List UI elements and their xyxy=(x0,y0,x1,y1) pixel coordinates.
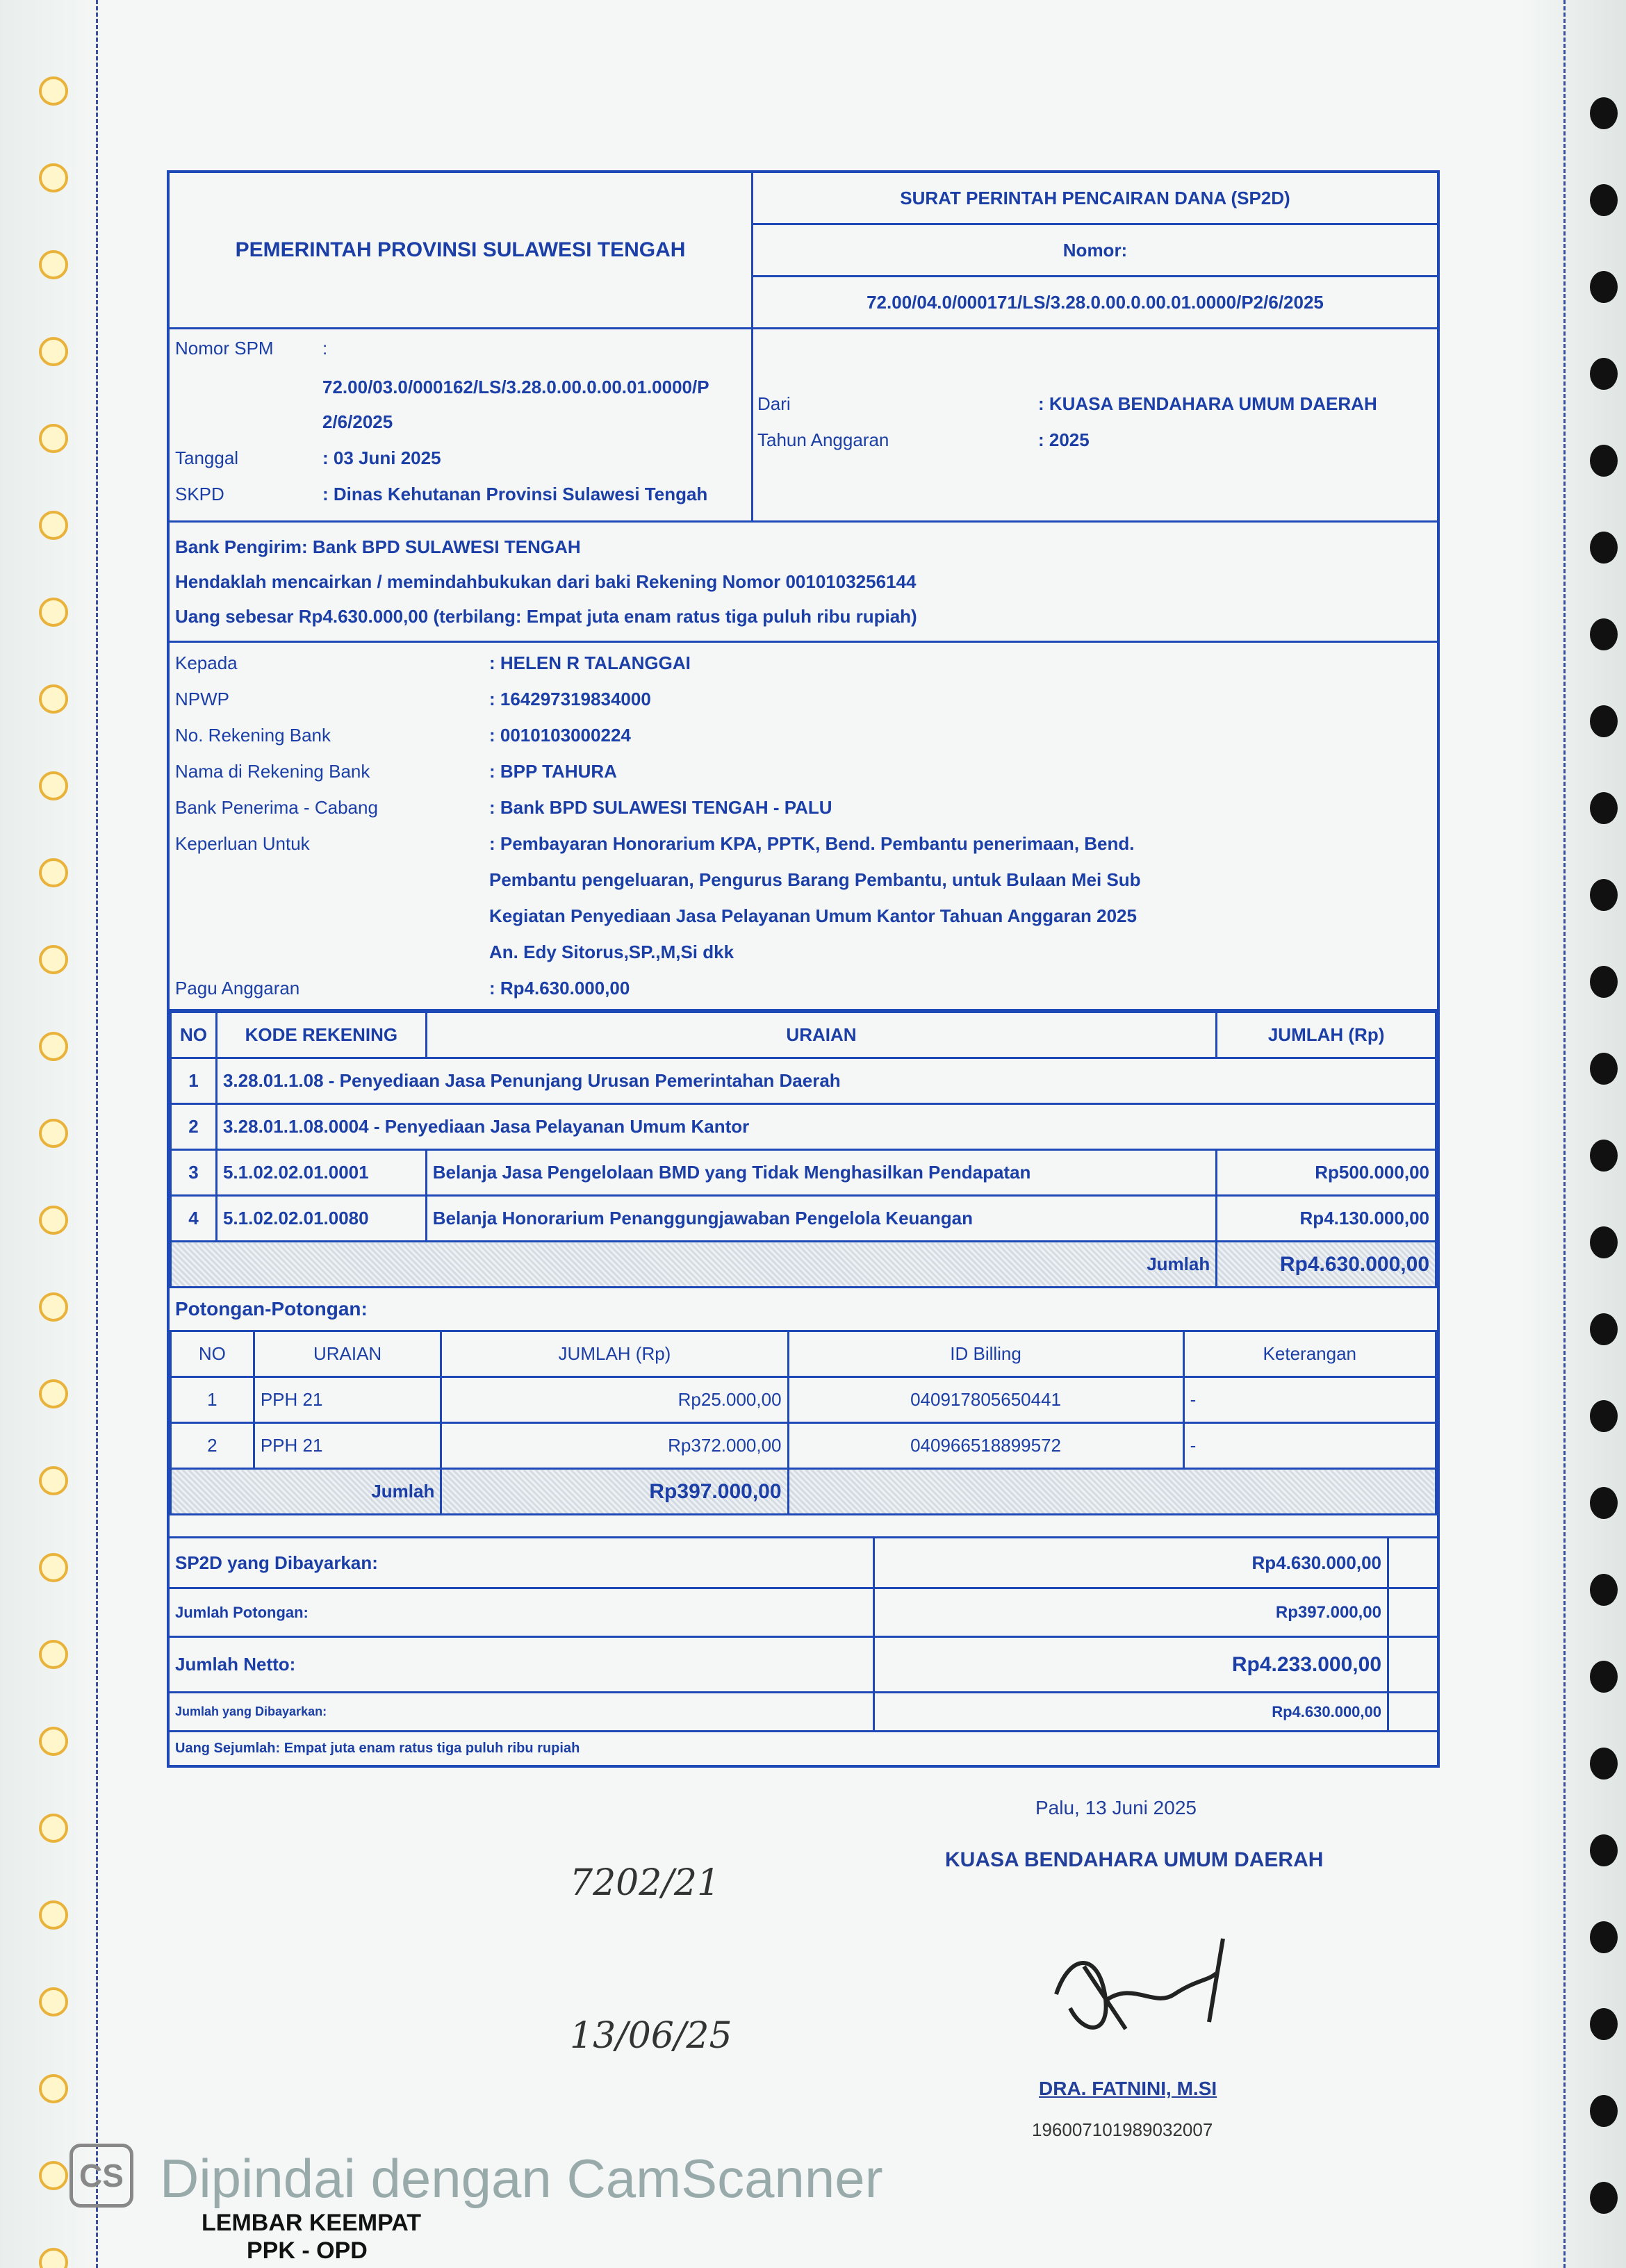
tractor-hole xyxy=(39,1032,68,1061)
rekening-value: : 0010103000224 xyxy=(489,725,631,746)
doc-number: 72.00/04.0/000171/LS/3.28.0.00.0.00.01.0000/P2/6/2025 xyxy=(867,291,1324,313)
rekening-label: No. Rekening Bank xyxy=(175,725,331,746)
tractor-hole xyxy=(39,163,68,192)
terbilang: Uang Sejumlah: Empat juta enam ratus tiga puluh ribu rupiah xyxy=(170,1730,1437,1765)
camscanner-logo-icon: CS xyxy=(69,2144,133,2208)
pagu-value: : Rp4.630.000,00 xyxy=(489,978,630,999)
tractor-hole xyxy=(1590,1313,1618,1345)
meta-section xyxy=(170,329,1437,523)
tractor-hole xyxy=(1590,1661,1618,1693)
tractor-hole xyxy=(1590,1226,1618,1258)
tanggal-value: : 03 Juni 2025 xyxy=(322,447,441,468)
right-perforation xyxy=(1563,0,1566,2268)
bank-sender: Bank Pengirim: Bank BPD SULAWESI TENGAH xyxy=(175,536,581,557)
row-no: 2 xyxy=(171,1104,217,1150)
doc-title: SURAT PERINTAH PENCAIRAN DANA (SP2D) xyxy=(753,173,1437,225)
form-header xyxy=(170,173,1437,329)
tractor-hole xyxy=(1590,1834,1618,1866)
sheet-label: LEMBAR KEEMPAT xyxy=(202,2210,422,2236)
potongan-sum-label: Jumlah Potongan: xyxy=(170,1589,875,1636)
tractor-hole xyxy=(39,1466,68,1495)
potongan-sum-value: Rp397.000,00 xyxy=(875,1589,1389,1636)
tractor-hole xyxy=(1590,705,1618,737)
col-keterangan: Keterangan xyxy=(1183,1331,1436,1377)
tractor-hole xyxy=(39,771,68,800)
tractor-hole xyxy=(1590,1748,1618,1780)
tractor-hole xyxy=(39,2074,68,2103)
tractor-hole xyxy=(1590,1140,1618,1172)
total-label: Jumlah xyxy=(171,1242,1217,1288)
col-jumlah: JUMLAH (Rp) xyxy=(441,1331,788,1377)
doc-title-block xyxy=(753,173,1437,327)
tractor-hole xyxy=(1590,1921,1618,1953)
pot-no: 2 xyxy=(171,1423,254,1469)
col-uraian: URAIAN xyxy=(426,1012,1216,1058)
row-uraian: Belanja Jasa Pengelolaan BMD yang Tidak Menghasilkan Pendapatan xyxy=(426,1150,1216,1196)
tractor-hole xyxy=(1590,532,1618,564)
signatory-nip: 196007101989032007 xyxy=(1032,2119,1213,2140)
rekening-header-row xyxy=(171,1012,1436,1058)
tractor-hole xyxy=(1590,966,1618,998)
nama-rekening-label: Nama di Rekening Bank xyxy=(175,761,370,782)
tractor-hole xyxy=(39,1814,68,1843)
tractor-hole xyxy=(39,424,68,453)
potongan-header-row xyxy=(171,1331,1436,1377)
netto-value: Rp4.233.000,00 xyxy=(875,1638,1389,1691)
government-name: PEMERINTAH PROVINSI SULAWESI TENGAH xyxy=(170,173,753,327)
tractor-hole xyxy=(39,945,68,974)
tractor-hole xyxy=(1590,1487,1618,1519)
keperluan-label: Keperluan Untuk xyxy=(175,833,310,854)
spacer xyxy=(170,1515,1437,1536)
pot-no: 1 xyxy=(171,1377,254,1423)
tractor-hole xyxy=(39,337,68,366)
table-row xyxy=(171,1104,1436,1150)
skpd-value: : Dinas Kehutanan Provinsi Sulawesi Tengah xyxy=(322,484,708,504)
dari-label: Dari xyxy=(757,393,791,414)
kepada-value: : HELEN R TALANGGAI xyxy=(489,652,691,673)
netto-label: Jumlah Netto: xyxy=(170,1638,875,1691)
tractor-hole xyxy=(39,1640,68,1669)
potongan-sum-empty xyxy=(1389,1589,1437,1636)
keperluan-value-4: An. Edy Sitorus,SP.,M,Si dkk xyxy=(489,942,734,962)
dibayarkan-value: Rp4.630.000,00 xyxy=(875,1693,1389,1730)
table-row xyxy=(171,1196,1436,1242)
tractor-hole xyxy=(39,2161,68,2190)
sp2d-row xyxy=(170,1538,1437,1587)
row-kode: 5.1.02.02.01.0001 xyxy=(216,1150,426,1196)
sp2d-value: Rp4.630.000,00 xyxy=(875,1538,1389,1587)
netto-empty xyxy=(1389,1638,1437,1691)
tractor-hole xyxy=(39,598,68,627)
pot-billing: 040966518899572 xyxy=(788,1423,1183,1469)
spm-info xyxy=(170,329,753,520)
spm-label: Nomor SPM xyxy=(175,338,274,359)
tractor-hole xyxy=(39,76,68,106)
tractor-hole xyxy=(1590,2182,1618,2214)
pot-uraian: PPH 21 xyxy=(254,1377,441,1423)
col-no: NO xyxy=(171,1012,217,1058)
bank-order: Hendaklah mencairkan / memindahbukukan dari baki Rekening Nomor 0010103256144 xyxy=(175,571,917,592)
bank-amount: Uang sebesar Rp4.630.000,00 (terbilang: Empat juta enam ratus tiga puluh ribu rupiah) xyxy=(175,606,917,627)
row-no: 4 xyxy=(171,1196,217,1242)
table-row xyxy=(171,1058,1436,1104)
row-uraian: Belanja Honorarium Penanggungjawaban Pengelola Keuangan xyxy=(426,1196,1216,1242)
pot-billing: 040917805650441 xyxy=(788,1377,1183,1423)
spm-value-1: 72.00/03.0/000162/LS/3.28.0.00.0.00.01.0000/P xyxy=(322,377,709,397)
pot-total-label: Jumlah xyxy=(171,1469,441,1515)
tractor-hole xyxy=(1590,184,1618,216)
tractor-hole xyxy=(39,1292,68,1322)
spm-value-2: 2/6/2025 xyxy=(322,411,393,432)
pot-keterangan: - xyxy=(1183,1377,1436,1423)
row-no: 1 xyxy=(171,1058,217,1104)
tractor-hole xyxy=(1590,1053,1618,1085)
col-no: NO xyxy=(171,1331,254,1377)
col-kode: KODE REKENING xyxy=(216,1012,426,1058)
table-row xyxy=(171,1377,1436,1423)
kepada-label: Kepada xyxy=(175,652,238,673)
place-date: Palu, 13 Juni 2025 xyxy=(1035,1797,1197,1818)
col-billing: ID Billing xyxy=(788,1331,1183,1377)
tractor-hole xyxy=(39,858,68,887)
nama-rekening-value: : BPP TAHURA xyxy=(489,761,617,782)
dibayarkan-row xyxy=(170,1691,1437,1730)
handwritten-note-2: 13/06/25 xyxy=(570,2015,732,2057)
pot-keterangan: - xyxy=(1183,1423,1436,1469)
dari-value: : KUASA BENDAHARA UMUM DAERAH xyxy=(1038,393,1377,414)
dibayarkan-label: Jumlah yang Dibayarkan: xyxy=(170,1693,875,1730)
tractor-hole xyxy=(1590,358,1618,390)
dibayarkan-empty xyxy=(1389,1693,1437,1730)
potongan-sum-row xyxy=(170,1587,1437,1636)
tractor-hole xyxy=(39,511,68,540)
pot-jumlah: Rp25.000,00 xyxy=(441,1377,788,1423)
tractor-hole xyxy=(1590,2008,1618,2040)
pot-total-value: Rp397.000,00 xyxy=(441,1469,788,1515)
tractor-hole xyxy=(1590,2095,1618,2127)
pot-uraian: PPH 21 xyxy=(254,1423,441,1469)
spm-colon: : xyxy=(322,338,328,359)
table-row xyxy=(171,1423,1436,1469)
tractor-hole xyxy=(39,250,68,279)
row-jumlah: Rp500.000,00 xyxy=(1217,1150,1436,1196)
pot-jumlah: Rp372.000,00 xyxy=(441,1423,788,1469)
dari-info xyxy=(753,329,1437,520)
potongan-title: Potongan-Potongan: xyxy=(175,1298,368,1320)
sp2d-label: SP2D yang Dibayarkan: xyxy=(170,1538,875,1587)
tanggal-label: Tanggal xyxy=(175,447,239,468)
tractor-hole xyxy=(39,1727,68,1756)
sp2d-form xyxy=(167,170,1440,1768)
tractor-hole xyxy=(39,1119,68,1148)
col-jumlah: JUMLAH (Rp) xyxy=(1217,1012,1436,1058)
handwritten-note-1: 7202/21 xyxy=(570,1862,721,1904)
keperluan-value-3: Kegiatan Penyediaan Jasa Pelayanan Umum Kantor Tahuan Anggaran 2025 xyxy=(489,905,1137,926)
sheet-recipient: PPK - OPD xyxy=(247,2237,368,2264)
signature-scribble-icon xyxy=(1042,1925,1251,2064)
signatory-title: KUASA BENDAHARA UMUM DAERAH xyxy=(945,1848,1324,1871)
tractor-hole xyxy=(39,1553,68,1582)
bank-penerima-label: Bank Penerima - Cabang xyxy=(175,797,378,818)
tahun-value: : 2025 xyxy=(1038,429,1090,450)
tractor-hole xyxy=(1590,445,1618,477)
keperluan-value-1: : Pembayaran Honorarium KPA, PPTK, Bend. Pembantu penerimaan, Bend. xyxy=(489,833,1135,854)
rekening-total-row xyxy=(171,1242,1436,1288)
row-kode: 5.1.02.02.01.0080 xyxy=(216,1196,426,1242)
tractor-hole xyxy=(1590,1574,1618,1606)
pot-total-empty xyxy=(788,1469,1436,1515)
bank-penerima-value: : Bank BPD SULAWESI TENGAH - PALU xyxy=(489,797,832,818)
tractor-hole xyxy=(39,1379,68,1408)
tractor-hole xyxy=(39,1987,68,2016)
table-row xyxy=(171,1150,1436,1196)
tractor-hole xyxy=(39,1900,68,1930)
pagu-label: Pagu Anggaran xyxy=(175,978,300,999)
tractor-hole xyxy=(39,684,68,714)
skpd-label: SKPD xyxy=(175,484,224,504)
payee-section xyxy=(170,643,1437,1011)
netto-row xyxy=(170,1636,1437,1691)
tractor-hole xyxy=(1590,792,1618,824)
tractor-hole xyxy=(39,1206,68,1235)
tractor-hole xyxy=(1590,97,1618,129)
row-subprogram: 3.28.01.1.08.0004 - Penyediaan Jasa Pelayanan Umum Kantor xyxy=(216,1104,1436,1150)
keperluan-value-2: Pembantu pengeluaran, Pengurus Barang Pembantu, untuk Bulaan Mei Sub xyxy=(489,869,1141,890)
tractor-hole xyxy=(1590,618,1618,650)
bank-instruction xyxy=(170,523,1437,643)
npwp-label: NPWP xyxy=(175,689,229,709)
camscanner-watermark: Dipindai dengan CamScanner xyxy=(160,2148,883,2209)
col-uraian: URAIAN xyxy=(254,1331,441,1377)
tractor-hole xyxy=(1590,271,1618,303)
total-value: Rp4.630.000,00 xyxy=(1217,1242,1436,1288)
tractor-hole xyxy=(1590,1400,1618,1432)
row-jumlah: Rp4.130.000,00 xyxy=(1217,1196,1436,1242)
tahun-label: Tahun Anggaran xyxy=(757,429,889,450)
tractor-hole xyxy=(1590,879,1618,911)
row-no: 3 xyxy=(171,1150,217,1196)
potongan-total-row xyxy=(171,1469,1436,1515)
signatory-name: DRA. FATNINI, M.SI xyxy=(1039,2078,1217,2099)
row-program: 3.28.01.1.08 - Penyediaan Jasa Penunjang Urusan Pemerintahan Daerah xyxy=(216,1058,1436,1104)
rekening-table xyxy=(170,1011,1437,1288)
number-label: Nomor: xyxy=(753,225,1437,277)
summary-section xyxy=(170,1536,1437,1765)
potongan-table xyxy=(170,1330,1437,1515)
npwp-value: : 164297319834000 xyxy=(489,689,651,709)
sp2d-empty xyxy=(1389,1538,1437,1587)
left-perforation xyxy=(96,0,98,2268)
